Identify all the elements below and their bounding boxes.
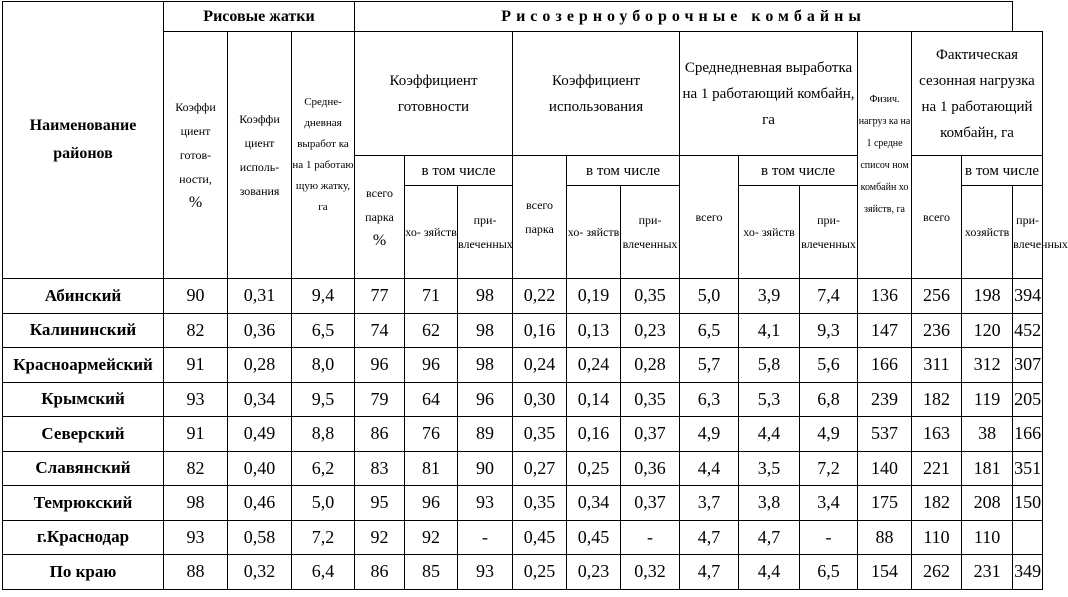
table-cell: 3,5	[739, 451, 800, 486]
usage-farms-header: хо- зяйств	[567, 186, 621, 279]
table-cell: 81	[405, 451, 458, 486]
table-cell: 0,45	[513, 520, 567, 555]
combines-group-header: Рисозерноуборочные комбайны	[355, 2, 1013, 32]
table-row	[3, 417, 1043, 452]
table-cell: 88	[858, 520, 912, 555]
table-cell: 4,4	[739, 555, 800, 590]
table-cell: 96	[458, 382, 513, 417]
district-name: Крымский	[3, 382, 164, 417]
table-cell: -	[800, 520, 858, 555]
table-cell: 208	[962, 486, 1013, 521]
table-row	[3, 451, 1043, 486]
table-cell: 182	[912, 382, 962, 417]
table-cell: 98	[458, 348, 513, 383]
seasonal-total-header: всего	[912, 156, 962, 279]
table-cell: 77	[355, 279, 405, 314]
table-row	[3, 520, 1043, 555]
table-cell: 7,2	[292, 520, 355, 555]
table-cell: 0,14	[567, 382, 621, 417]
table-cell: 110	[962, 520, 1013, 555]
table-cell: 8,8	[292, 417, 355, 452]
table-cell: 88	[164, 555, 228, 590]
table-cell: 0,34	[228, 382, 292, 417]
table-cell: 166	[1013, 417, 1043, 452]
table-cell: 0,24	[513, 348, 567, 383]
usage-total-header: всего парка	[513, 156, 567, 279]
table-cell: 92	[405, 520, 458, 555]
combine-readiness-header: Коэффициент готовности	[355, 32, 513, 156]
table-cell: 3,4	[800, 486, 858, 521]
seasonal-farms-header: хозяйств	[962, 186, 1013, 279]
phys-load-header: Физич. нагруз ка на 1 средне списоч ном комбайн хо зяйств, га	[858, 32, 912, 279]
table-cell: 0,32	[228, 555, 292, 590]
table-cell: 0,13	[567, 313, 621, 348]
output-total-header: всего	[680, 156, 739, 279]
table-cell: 98	[164, 486, 228, 521]
reaper-readiness-label: Коэффи циент готов- ности,	[175, 100, 216, 186]
table-cell: 452	[1013, 313, 1043, 348]
table-cell: 83	[355, 451, 405, 486]
table-body	[3, 279, 1043, 590]
district-name: Темрюкский	[3, 486, 164, 521]
table-cell: 3,7	[680, 486, 739, 521]
usage-attracted-header: при- влеченных	[621, 186, 680, 279]
table-cell: 93	[164, 382, 228, 417]
table-cell: 231	[962, 555, 1013, 590]
table-cell: 239	[858, 382, 912, 417]
table-cell: 4,9	[800, 417, 858, 452]
table-cell: 351	[1013, 451, 1043, 486]
table-cell: 6,2	[292, 451, 355, 486]
table-cell: 86	[355, 555, 405, 590]
district-name: Северский	[3, 417, 164, 452]
usage-incl-header: в том числе	[567, 156, 680, 186]
table-cell: 0,35	[621, 382, 680, 417]
table-cell: 76	[405, 417, 458, 452]
table-cell: 0,35	[513, 417, 567, 452]
table-cell: 82	[164, 313, 228, 348]
table-cell: 7,2	[800, 451, 858, 486]
table-cell: 4,4	[739, 417, 800, 452]
district-name: Калининский	[3, 313, 164, 348]
table-cell: 0,35	[621, 279, 680, 314]
table-cell: 0,16	[567, 417, 621, 452]
table-cell: 91	[164, 348, 228, 383]
district-name: г.Краснодар	[3, 520, 164, 555]
table-cell: 93	[164, 520, 228, 555]
table-cell: 5,3	[739, 382, 800, 417]
table-cell: 140	[858, 451, 912, 486]
district-name: По краю	[3, 555, 164, 590]
table-cell: 0,24	[567, 348, 621, 383]
table-cell: 312	[962, 348, 1013, 383]
table-cell: 120	[962, 313, 1013, 348]
table-cell: 6,3	[680, 382, 739, 417]
table-cell: 6,8	[800, 382, 858, 417]
table-cell: 98	[458, 279, 513, 314]
table-cell: 5,7	[680, 348, 739, 383]
table-cell: 0,23	[621, 313, 680, 348]
table-cell: 0,31	[228, 279, 292, 314]
table-cell: 0,16	[513, 313, 567, 348]
table-cell: 307	[1013, 348, 1043, 383]
table-cell: -	[621, 520, 680, 555]
table-cell: 0,58	[228, 520, 292, 555]
table-cell: 5,0	[680, 279, 739, 314]
table-cell	[1013, 520, 1043, 555]
table-cell: 4,7	[680, 520, 739, 555]
table-cell: 93	[458, 555, 513, 590]
table-cell: 64	[405, 382, 458, 417]
output-attracted-header: при- влеченных	[800, 186, 858, 279]
seasonal-load-header: Фактическая сезонная нагрузка на 1 работающий комбайн, га	[912, 32, 1043, 156]
table-row	[3, 313, 1043, 348]
table-cell: 110	[912, 520, 962, 555]
table-row	[3, 486, 1043, 521]
table-cell: 0,30	[513, 382, 567, 417]
table-cell: 90	[458, 451, 513, 486]
table-cell: 0,37	[621, 486, 680, 521]
reapers-group-header: Рисовые жатки	[164, 2, 355, 32]
table-cell: 0,34	[567, 486, 621, 521]
table-cell: 394	[1013, 279, 1043, 314]
seasonal-incl-header: в том числе	[962, 156, 1043, 186]
table-cell: 0,37	[621, 417, 680, 452]
reaper-output-header: Средне- дневная выработ ка на 1 работаю щую жатку, га	[292, 32, 355, 279]
table-cell: 96	[405, 348, 458, 383]
table-cell: 0,28	[228, 348, 292, 383]
readiness-incl-header: в том числе	[405, 156, 513, 186]
table-cell: 0,32	[621, 555, 680, 590]
table-cell: 98	[458, 313, 513, 348]
harvest-table	[2, 1, 1068, 590]
table-cell: 181	[962, 451, 1013, 486]
readiness-total-label: всего парка	[365, 186, 394, 224]
table-cell: 0,36	[621, 451, 680, 486]
table-cell: 221	[912, 451, 962, 486]
table-cell: 311	[912, 348, 962, 383]
district-name: Абинский	[3, 279, 164, 314]
table-cell: 9,3	[800, 313, 858, 348]
table-cell: 205	[1013, 382, 1043, 417]
table-cell: 3,8	[739, 486, 800, 521]
table-cell: 96	[355, 348, 405, 383]
table-cell: 74	[355, 313, 405, 348]
table-cell: 0,35	[513, 486, 567, 521]
table-cell: 62	[405, 313, 458, 348]
table-row	[3, 279, 1043, 314]
table-cell: 95	[355, 486, 405, 521]
output-incl-header: в том числе	[739, 156, 858, 186]
table-cell: 262	[912, 555, 962, 590]
readiness-total-unit: %	[372, 232, 387, 249]
reaper-readiness-header	[164, 32, 228, 279]
reaper-usage-header: Коэффи циент исполь- зования	[228, 32, 292, 279]
readiness-attracted-header: при- влеченных	[458, 186, 513, 279]
table-cell: 0,49	[228, 417, 292, 452]
table-cell: 0,40	[228, 451, 292, 486]
table-cell: 7,4	[800, 279, 858, 314]
table-cell: 198	[962, 279, 1013, 314]
table-cell: 5,0	[292, 486, 355, 521]
table-row	[3, 382, 1043, 417]
table-cell: 3,9	[739, 279, 800, 314]
readiness-farms-header: хо- зяйств	[405, 186, 458, 279]
table-cell: 93	[458, 486, 513, 521]
district-column-header: Наименование районов	[3, 2, 164, 279]
reaper-readiness-unit: %	[188, 194, 203, 211]
table-row	[3, 348, 1043, 383]
table-cell: 236	[912, 313, 962, 348]
table-cell: 82	[164, 451, 228, 486]
table-cell: 147	[858, 313, 912, 348]
table-cell: 166	[858, 348, 912, 383]
daily-output-header: Среднедневная выработка на 1 работающий комбайн, га	[680, 32, 858, 156]
table-cell: 4,7	[680, 555, 739, 590]
table-cell: 0,27	[513, 451, 567, 486]
table-cell: 154	[858, 555, 912, 590]
table-cell: 119	[962, 382, 1013, 417]
table-cell: 6,5	[292, 313, 355, 348]
table-cell: 38	[962, 417, 1013, 452]
table-header	[3, 2, 1068, 279]
table-cell: 182	[912, 486, 962, 521]
table-cell: 0,22	[513, 279, 567, 314]
table-cell: 4,9	[680, 417, 739, 452]
table-cell: 6,5	[680, 313, 739, 348]
table-cell: 9,4	[292, 279, 355, 314]
table-cell: -	[458, 520, 513, 555]
table-cell: 256	[912, 279, 962, 314]
table-cell: 4,4	[680, 451, 739, 486]
table-cell: 8,0	[292, 348, 355, 383]
output-farms-header: хо- зяйств	[739, 186, 800, 279]
combine-usage-header: Коэффициент использования	[513, 32, 680, 156]
table-cell: 71	[405, 279, 458, 314]
table-cell: 4,7	[739, 520, 800, 555]
table-cell: 96	[405, 486, 458, 521]
table-cell: 349	[1013, 555, 1043, 590]
district-name: Славянский	[3, 451, 164, 486]
table-cell: 0,23	[567, 555, 621, 590]
table-cell: 92	[355, 520, 405, 555]
seasonal-attracted-header: при- влеченных	[1013, 186, 1043, 279]
table-cell: 0,36	[228, 313, 292, 348]
table-cell: 5,8	[739, 348, 800, 383]
table-row	[3, 555, 1043, 590]
table-cell: 89	[458, 417, 513, 452]
table-cell: 0,19	[567, 279, 621, 314]
table-cell: 163	[912, 417, 962, 452]
table-cell: 6,5	[800, 555, 858, 590]
table-cell: 175	[858, 486, 912, 521]
table-cell: 91	[164, 417, 228, 452]
table-cell: 90	[164, 279, 228, 314]
table-cell: 136	[858, 279, 912, 314]
table-cell: 6,4	[292, 555, 355, 590]
table-cell: 0,45	[567, 520, 621, 555]
table-cell: 9,5	[292, 382, 355, 417]
table-cell: 0,25	[513, 555, 567, 590]
table-cell: 0,25	[567, 451, 621, 486]
readiness-total-header	[355, 156, 405, 279]
table-cell: 0,28	[621, 348, 680, 383]
table-cell: 0,46	[228, 486, 292, 521]
table-cell: 150	[1013, 486, 1043, 521]
table-cell: 5,6	[800, 348, 858, 383]
district-name: Красноармейский	[3, 348, 164, 383]
table-cell: 85	[405, 555, 458, 590]
table-cell: 4,1	[739, 313, 800, 348]
table-cell: 79	[355, 382, 405, 417]
table-cell: 86	[355, 417, 405, 452]
table-cell: 537	[858, 417, 912, 452]
